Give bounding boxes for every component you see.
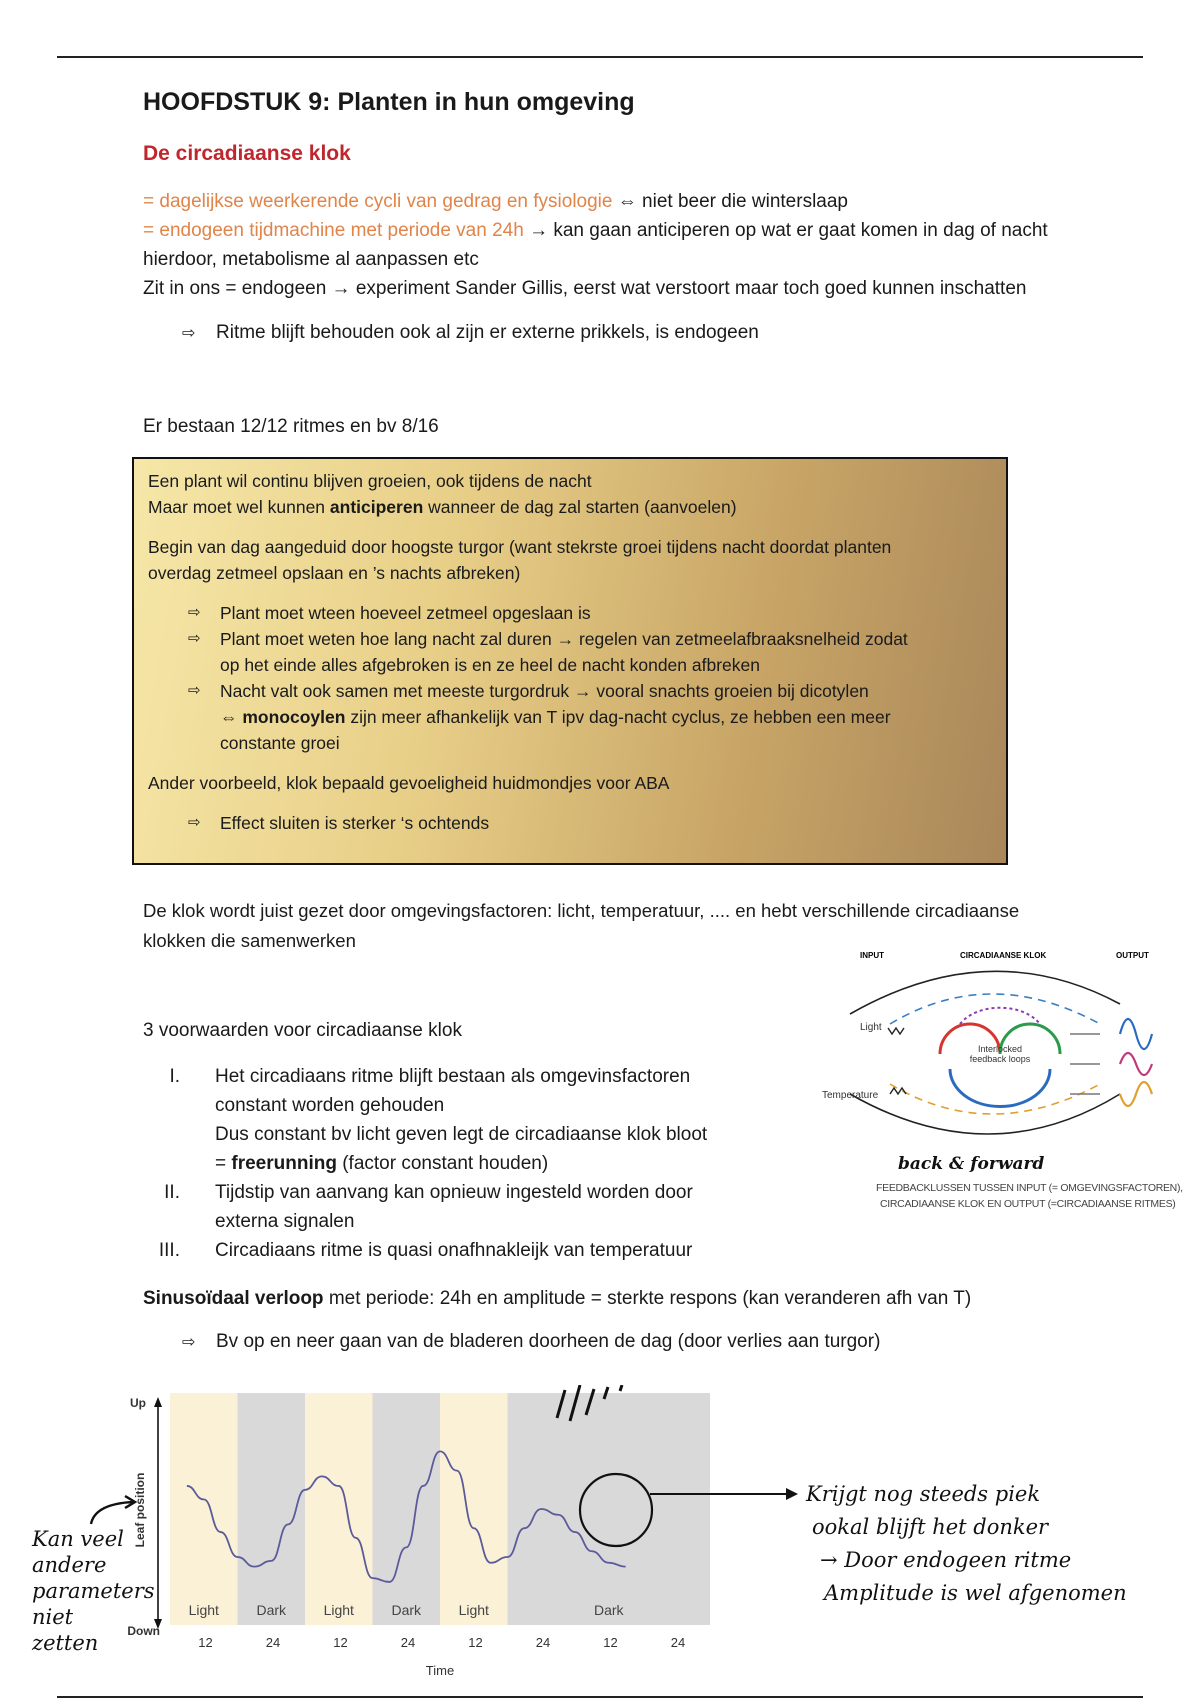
box-line: Ander voorbeeld, klok bepaald gevoeligheid huidmondjes voor ABA bbox=[148, 773, 670, 793]
list-text: Het circadiaans ritme blijft bestaan als omgevinsfactoren bbox=[215, 1066, 691, 1087]
box-bullet bbox=[148, 626, 992, 678]
right-annotation-line: → Door endogeen ritme bbox=[820, 1548, 1072, 1572]
period-band-dark bbox=[508, 1393, 711, 1625]
bottom-rule bbox=[57, 1696, 1143, 1698]
arrow-bullet-icon: ⇨ bbox=[188, 604, 201, 621]
list-text: Dus constant bv licht geven legt de circadiaanse klok bloot bbox=[215, 1124, 708, 1145]
arrow-bullet-icon: ⇨ bbox=[188, 630, 201, 647]
klok-line-2: klokken die samenwerken bbox=[143, 930, 356, 951]
period-band-dark bbox=[238, 1393, 306, 1625]
list-text: Tijdstip van aanvang kan opnieuw ingesteld worden door bbox=[215, 1182, 693, 1203]
right-annotation-line: Krijgt nog steeds piek bbox=[806, 1482, 1041, 1506]
period-label: Light bbox=[323, 1602, 354, 1618]
list-number: II. bbox=[164, 1182, 180, 1203]
highlight-box bbox=[132, 457, 1008, 865]
x-tick-label: 24 bbox=[670, 1635, 686, 1650]
period-band-dark bbox=[373, 1393, 441, 1625]
sinus-line bbox=[143, 1284, 971, 1313]
y-axis-arrow-up-icon bbox=[154, 1397, 162, 1407]
diagram-caption-2: CIRCADIAANSE KLOK EN OUTPUT (=CIRCADIAANSE RITMES) bbox=[880, 1198, 1176, 1210]
y-bottom-label: Down bbox=[127, 1624, 160, 1638]
page-title: HOOFDSTUK 9: Planten in hun omgeving bbox=[143, 88, 635, 116]
intro-rest-1: ⇔ niet beer die winterslaap bbox=[612, 191, 848, 212]
box-bold: monocoylen bbox=[242, 707, 346, 727]
blue-output-wave-icon bbox=[1120, 1019, 1152, 1049]
period-label: Light bbox=[188, 1602, 219, 1618]
box-line: overdag zetmeel opslaan en ’s nachts afbreken) bbox=[148, 563, 521, 583]
blue-loop bbox=[950, 1069, 1050, 1107]
list-text: constant worden gehouden bbox=[215, 1095, 445, 1116]
diagram-center-label-2: feedback loops bbox=[969, 1054, 1031, 1064]
list-text: (factor constant houden) bbox=[336, 1153, 549, 1174]
box-text: Maar moet wel kunnen bbox=[148, 497, 330, 517]
klok-line-1: De klok wordt juist gezet door omgevingsfactoren: licht, temperatuur, .... en hebt verschillende circadiaanse bbox=[143, 900, 1020, 921]
arrow-bullet-icon: ⇨ bbox=[188, 682, 201, 699]
box-line bbox=[148, 494, 992, 520]
intro-rest-2: → kan gaan anticiperen op wat er gaat komen in dag of nacht bbox=[523, 220, 1048, 241]
diagram-output-label: OUTPUT bbox=[1116, 951, 1149, 960]
box-line: Begin van dag aangeduid door hoogste turgor (want stekrste groei tijdens nacht doordat planten bbox=[148, 537, 892, 557]
box-bullet bbox=[148, 600, 992, 626]
leaf-position-chart bbox=[110, 1385, 730, 1685]
blue-dashed-arc bbox=[890, 994, 1100, 1024]
right-annotation bbox=[806, 1478, 1127, 1610]
x-tick-label: 12 bbox=[603, 1635, 618, 1650]
x-tick-label: 24 bbox=[535, 1635, 551, 1650]
feedback-loop-diagram bbox=[820, 944, 1160, 1174]
arrow-bullet-icon: ⇨ bbox=[188, 814, 201, 831]
voorwaarden-heading: 3 voorwaarden voor circadiaanse klok bbox=[143, 1020, 462, 1041]
intro-line-1 bbox=[143, 187, 848, 216]
box-bullet-text: Effect sluiten is sterker ‘s ochtends bbox=[220, 813, 490, 833]
box-bullet bbox=[148, 810, 992, 836]
x-tick-label: 12 bbox=[198, 1635, 213, 1650]
intro-line-3: hierdoor, metabolisme al aanpassen etc bbox=[143, 249, 479, 270]
list-text: = bbox=[215, 1153, 232, 1174]
list-text: Circadiaans ritme is quasi onafhnakleijk van temperatuur bbox=[215, 1240, 693, 1261]
box-bullet-text: Nacht valt ook samen met meeste turgordruk → vooral snachts groeien bij dicotylen bbox=[220, 681, 869, 701]
diagram-caption-1: FEEDBACKLUSSEN TUSSEN INPUT (= OMGEVINGSFACTOREN), bbox=[876, 1182, 1183, 1194]
diagram-light-label: Light bbox=[860, 1022, 882, 1033]
section-title: De circadiaanse klok bbox=[143, 142, 351, 165]
intro-definition-1: = dagelijkse weerkerende cycli van gedrag en fysiologie bbox=[143, 191, 613, 212]
sinus-rest: met periode: 24h en amplitude = sterkte respons (kan veranderen afh van T) bbox=[323, 1288, 972, 1309]
box-bullet bbox=[148, 678, 992, 756]
period-band-light bbox=[170, 1393, 238, 1625]
box-bullet-text: constante groei bbox=[220, 733, 340, 753]
period-label: Dark bbox=[593, 1602, 624, 1618]
period-label: Light bbox=[458, 1602, 489, 1618]
pink-output-wave-icon bbox=[1120, 1053, 1152, 1075]
box-bullet-text: Plant moet wteen hoeveel zetmeel opgeslaan is bbox=[220, 603, 591, 623]
intro-definition-2: = endogeen tijdmachine met periode van 24h bbox=[143, 220, 524, 241]
right-annotation-arrow-icon bbox=[650, 1480, 800, 1500]
light-signal-icon bbox=[888, 1028, 904, 1034]
left-annotation bbox=[32, 1526, 155, 1656]
temperature-signal-icon bbox=[890, 1088, 906, 1094]
x-tick-label: 24 bbox=[400, 1635, 416, 1650]
box-text: wanneer de dag zal starten (aanvoelen) bbox=[423, 497, 737, 517]
left-annotation-line: parameters bbox=[32, 1579, 155, 1603]
left-annotation-line: niet bbox=[32, 1605, 74, 1629]
diagram-handnote: back & forward bbox=[898, 1154, 1045, 1174]
y-top-label: Up bbox=[130, 1396, 146, 1410]
x-tick-label: 12 bbox=[333, 1635, 348, 1650]
right-annotation-line: Amplitude is wel afgenomen bbox=[824, 1581, 1127, 1605]
x-tick-label: 24 bbox=[265, 1635, 281, 1650]
left-annotation-line: zetten bbox=[32, 1631, 99, 1655]
box-bullet-text: op het einde alles afgebroken is en ze heel de nacht konden afbreken bbox=[220, 655, 760, 675]
intro-bullet-text: Ritme blijft behouden ook al zijn er externe prikkels, is endogeen bbox=[216, 322, 759, 343]
x-tick-label: 12 bbox=[468, 1635, 483, 1650]
output-arrows bbox=[1070, 1034, 1100, 1094]
period-band-light bbox=[440, 1393, 508, 1625]
period-label: Dark bbox=[256, 1602, 287, 1618]
left-annotation-arrow-icon bbox=[85, 1490, 145, 1530]
arrow-bullet-icon: ⇨ bbox=[182, 325, 196, 342]
box-bullet-text: Plant moet weten hoe lang nacht zal duren → regelen van zetmeelafbraaksnelheid zodat bbox=[220, 629, 908, 649]
intro-line-2 bbox=[143, 216, 1048, 245]
list-text: externa signalen bbox=[215, 1211, 355, 1232]
top-rule bbox=[57, 56, 1143, 58]
sinus-bullet-text: Bv op en neer gaan van de bladeren doorheen de dag (door verlies aan turgor) bbox=[216, 1331, 881, 1352]
box-line: Een plant wil continu blijven groeien, ook tijdens de nacht bbox=[148, 471, 592, 491]
left-annotation-line: Kan veel bbox=[32, 1527, 124, 1551]
period-band-light bbox=[305, 1393, 373, 1625]
diagram-center-label-1: Interlocked bbox=[977, 1044, 1023, 1054]
diagram-clock-label: CIRCADIAANSE KLOK bbox=[960, 951, 1047, 960]
outer-arc-top bbox=[850, 971, 1120, 1014]
diagram-input-label: INPUT bbox=[860, 951, 884, 960]
purple-loop bbox=[960, 1008, 1040, 1024]
ritmes-text: Er bestaan 12/12 ritmes en bv 8/16 bbox=[143, 416, 439, 437]
intro-line-4: Zit in ons = endogeen → experiment Sander Gillis, eerst wat verstoort maar toch goed kunnen inschatten bbox=[143, 278, 1027, 299]
orange-output-wave-icon bbox=[1120, 1082, 1152, 1106]
y-axis-label: Leaf position bbox=[133, 1472, 147, 1548]
arrow-bullet-icon: ⇨ bbox=[182, 1334, 196, 1351]
box-text: ⇔ bbox=[220, 707, 243, 727]
x-axis-label: Time bbox=[425, 1663, 455, 1678]
box-bold: anticiperen bbox=[329, 497, 424, 517]
freerunning-term: freerunning bbox=[231, 1153, 337, 1174]
diagram-temperature-label: Temperature bbox=[822, 1090, 879, 1101]
box-text: zijn meer afhankelijk van T ipv dag-nacht cyclus, ze hebben een meer bbox=[345, 707, 891, 727]
sinus-bold: Sinusoïdaal verloop bbox=[143, 1288, 324, 1309]
period-label: Dark bbox=[391, 1602, 422, 1618]
freerunning-line bbox=[215, 1149, 548, 1178]
left-annotation-line: andere bbox=[32, 1553, 107, 1577]
list-number: I. bbox=[169, 1066, 180, 1087]
orange-dashed-arc bbox=[890, 1084, 1100, 1114]
right-annotation-line: ookal blijft het donker bbox=[812, 1515, 1049, 1539]
sinus-bullet bbox=[182, 1331, 880, 1353]
intro-bullet bbox=[182, 322, 759, 344]
list-number: III. bbox=[158, 1240, 180, 1261]
